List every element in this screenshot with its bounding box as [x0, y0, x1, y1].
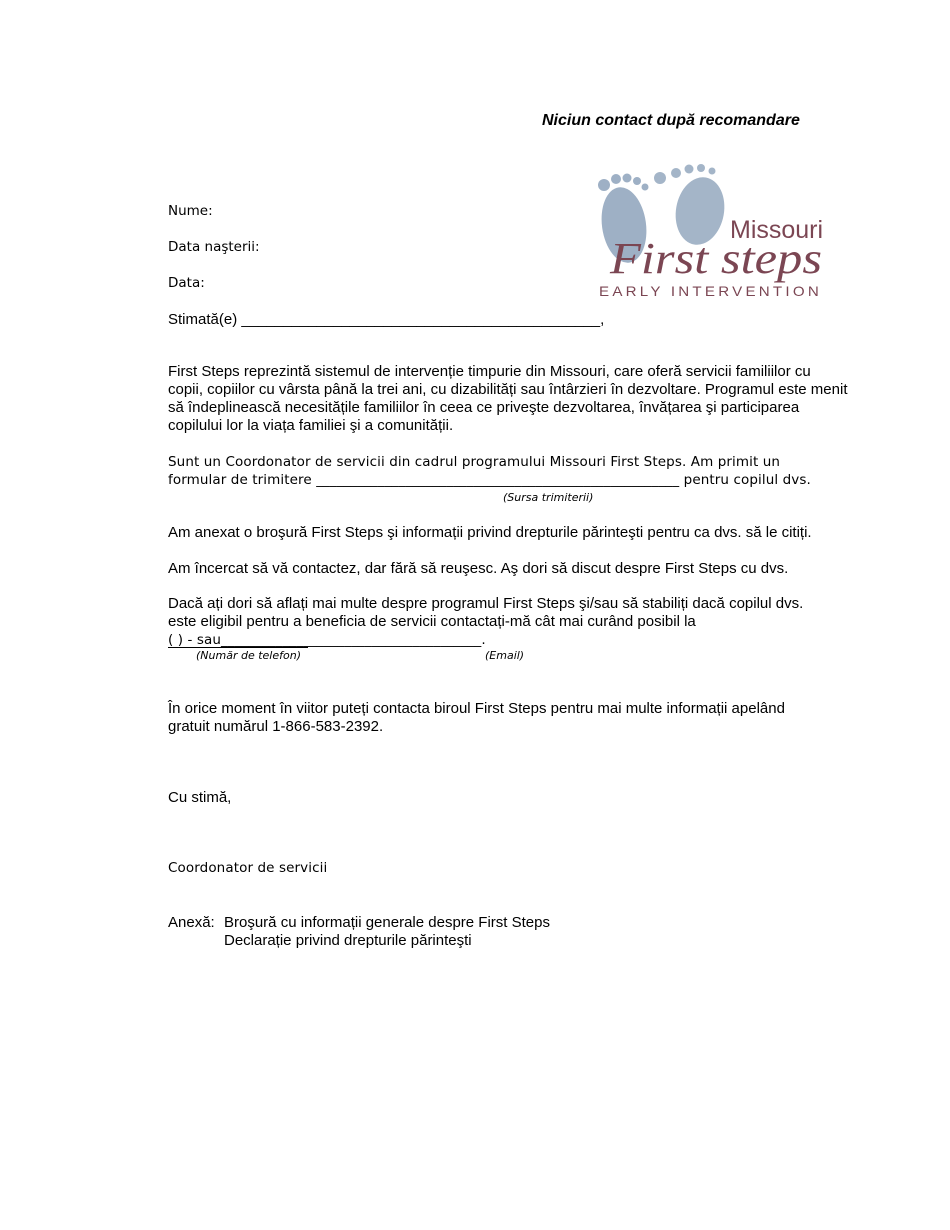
birth-date-field-label: Data naşterii:: [168, 239, 260, 255]
attachment-item: Declarație privind drepturile părinteşti: [224, 932, 472, 949]
letter-title: Niciun contact după recomandare: [542, 112, 800, 129]
footprints-icon: [596, 163, 826, 303]
phone-underline: [168, 647, 308, 648]
contact-request-line-2: este eligibil pentru a beneficia de servicii contactați-mă cât mai curând posibil la: [168, 613, 696, 630]
contact-request-line-1: Dacă ați dori să aflați mai multe despre programul First Steps şi/sau să stabiliți dacă copilul dvs.: [168, 595, 804, 612]
future-contact-paragraph: În orice moment în viitor puteți contacta biroul First Steps pentru mai multe informații apelând gratuit numărul 1-866-583-2392.: [168, 700, 785, 735]
phone-caption: (Număr de telefon): [196, 649, 301, 662]
logo-brand-main: First steps: [608, 234, 822, 283]
name-field-label: Nume:: [168, 203, 213, 219]
referral-paragraph: Sunt un Coordonator de servicii din cadrul programului Missouri First Steps. Am primit un formular de trimitere _____________________________________________________ pentru copilul dvs.: [168, 454, 811, 488]
referral-source-caption: (Sursa trimiterii): [503, 491, 594, 504]
intro-paragraph: First Steps reprezintă sistemul de intervenție timpurie din Missouri, care oferă servicii familiilor cu copii, copiilor cu vârsta până la trei ani, cu dizabilități sau întârzieri în dezvoltare. Programul este menit să îndeplinească necesitățile familiilor în ceea ce priveşte dezvoltarea, învățarea şi participarea copilului lor la viața familiei şi a comunității.: [168, 363, 848, 434]
salutation-line: Stimată(e) ___________________________________________,: [168, 311, 605, 328]
contact-attempt-paragraph: Am încercat să vă contactez, dar fără să reuşesc. Aş dori să discut despre First Steps cu dvs.: [168, 560, 789, 577]
attachments-label: Anexă:: [168, 914, 215, 931]
closing: Cu stimă,: [168, 789, 232, 806]
logo-brand-sub: EARLY INTERVENTION: [599, 283, 822, 299]
first-steps-logo: [596, 163, 826, 303]
date-field-label: Data:: [168, 275, 205, 291]
logo-brand-top: Missouri: [730, 216, 824, 244]
attachment-item: Broşură cu informații generale despre First Steps: [224, 914, 550, 931]
signature-role: Coordonator de servicii: [168, 860, 328, 876]
email-caption: (Email): [485, 649, 525, 662]
attachment-paragraph: Am anexat o broşură First Steps şi informații privind drepturile părinteşti pentru ca dvs. să le citiți.: [168, 524, 812, 541]
contact-request-line-3: ( ) - sau______________________________________.: [168, 632, 486, 648]
